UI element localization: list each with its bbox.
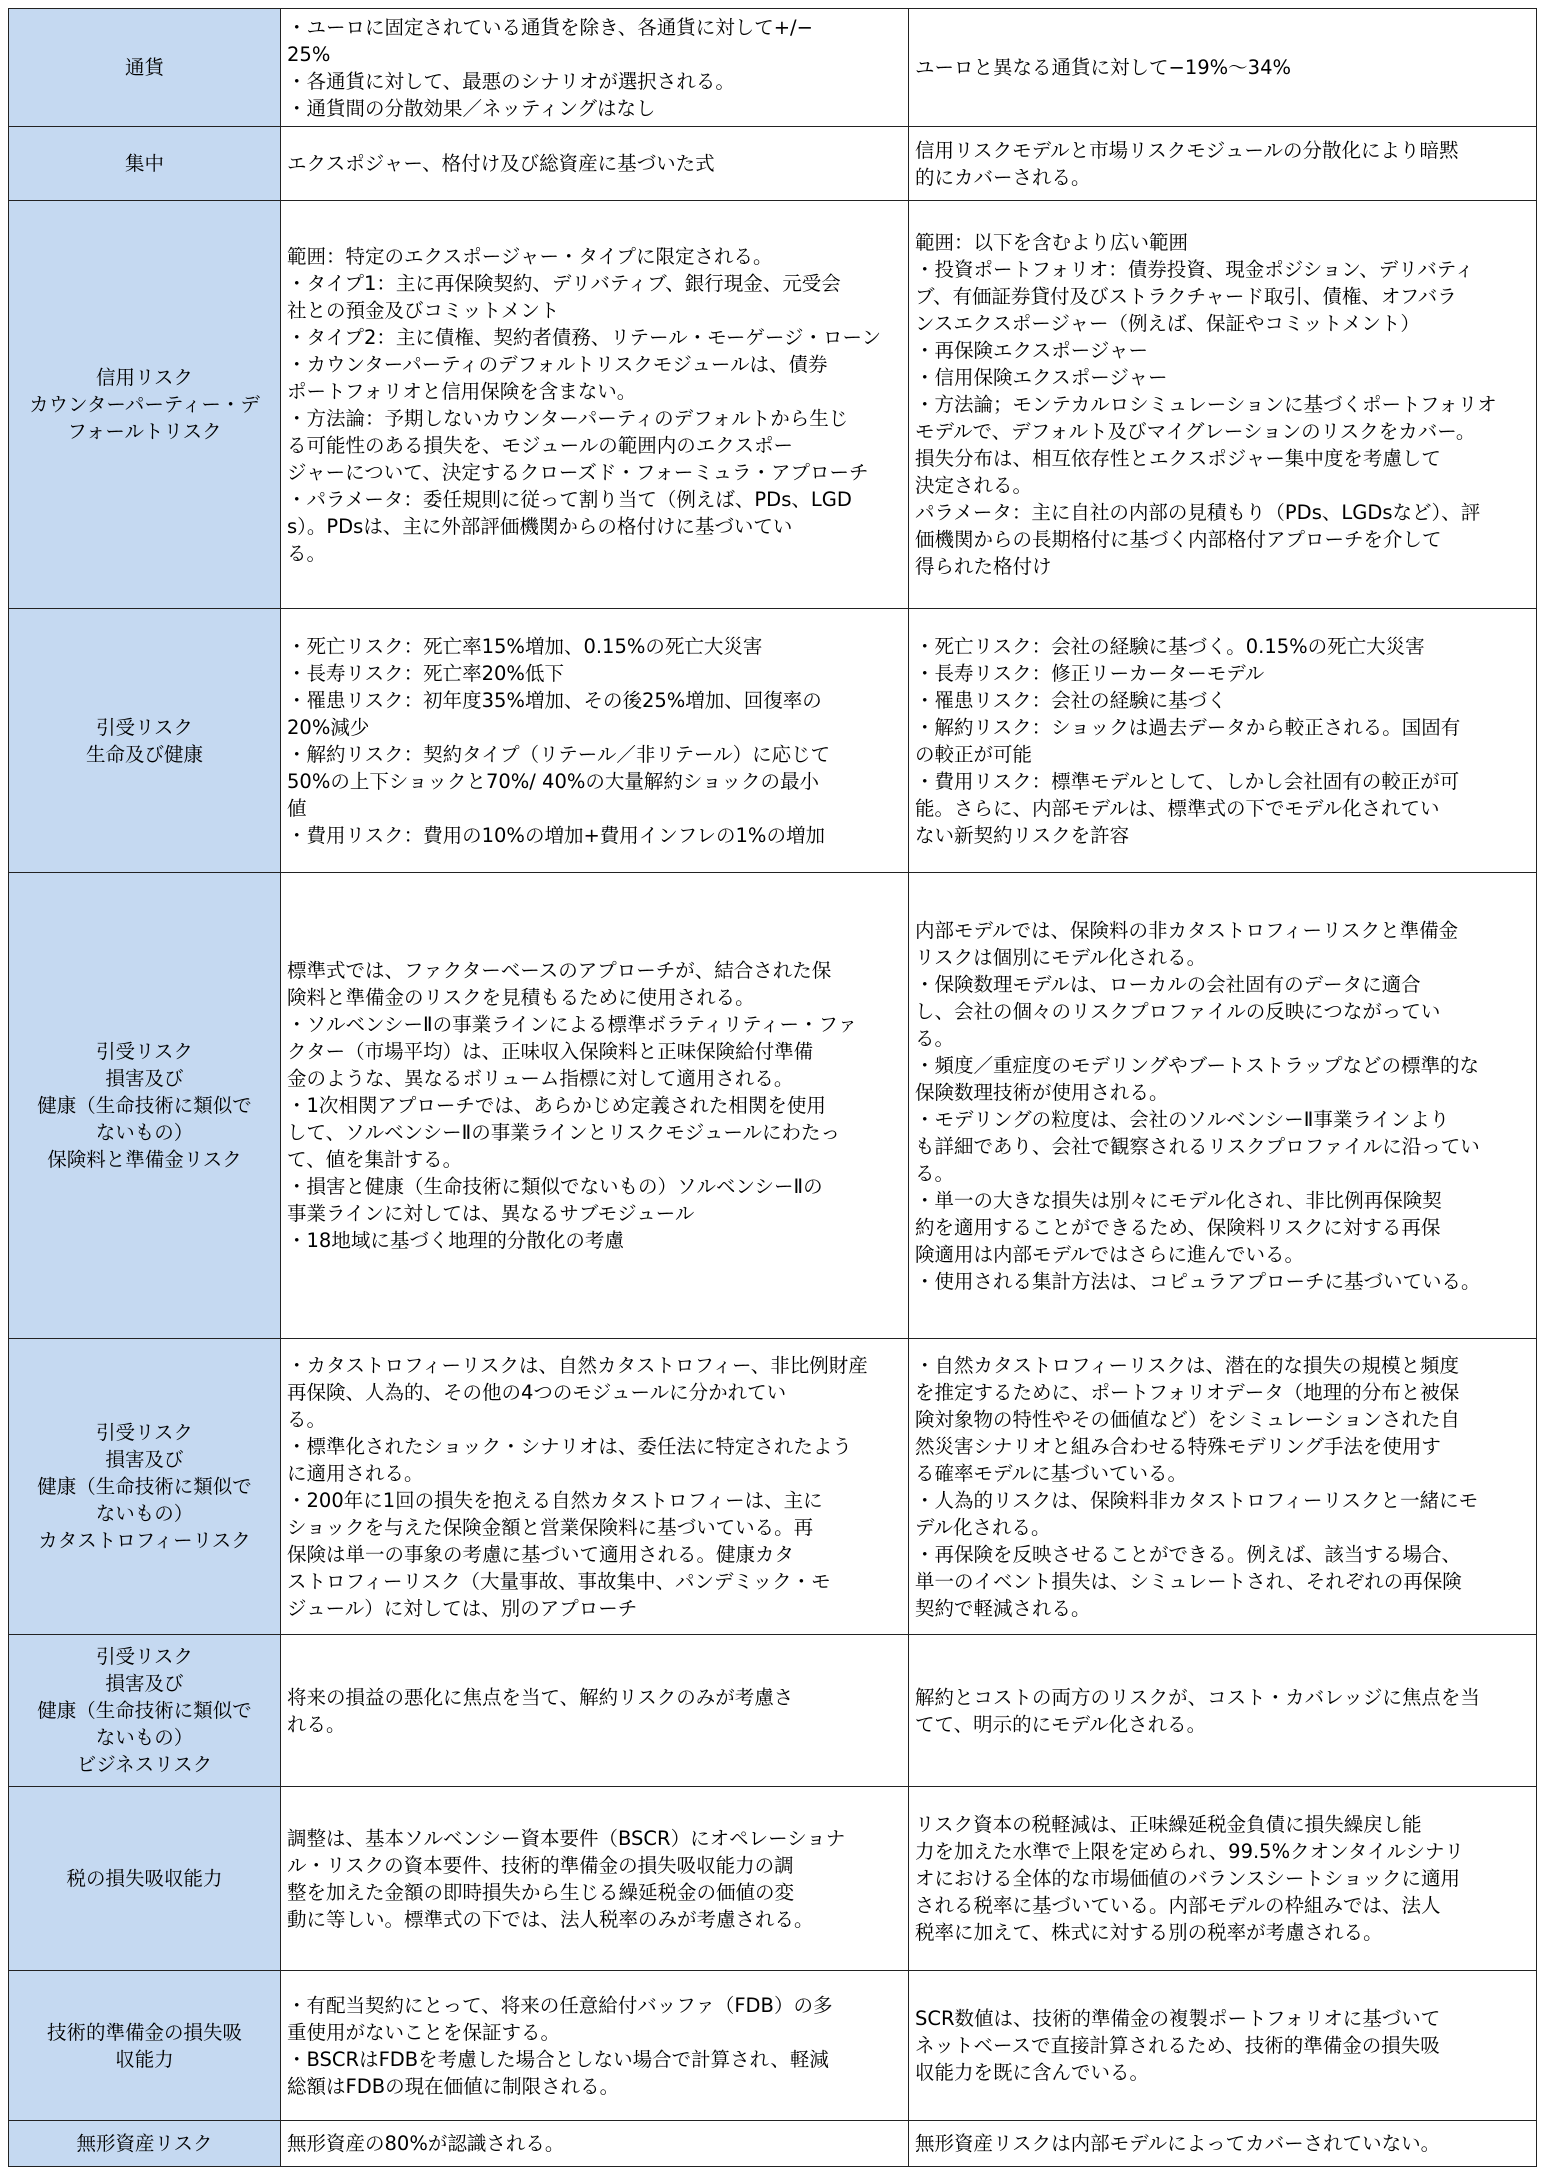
standard-line: 無形資産の80%が認識される。	[287, 2132, 565, 2155]
internal-line: ・人為的リスクは、保険料非カタストロフィーリスクと一緒にモ	[915, 1488, 1479, 1512]
table-row	[9, 201, 1537, 609]
internal-line: ・単一の大きな損失は別々にモデル化され、非比例再保険契	[915, 1188, 1442, 1212]
internal-line: 力を加えた水準で上限を定められ、99.5%クオンタイルシナリ	[915, 1840, 1464, 1863]
standard-line: 50%の上下ショックと70%/ 40%の大量解約ショックの最小	[287, 769, 820, 793]
standard-line: s）。PDsは、主に外部評価機関からの格付けに基づいてい	[287, 514, 793, 538]
row-header-cell	[9, 609, 281, 873]
standard-line: 険料と準備金のリスクを見積もるために使用される。	[287, 986, 755, 1009]
internal-line: る確率モデルに基づいている。	[915, 1461, 1188, 1485]
internal-line: 価機関からの長期格付に基づく内部格付アプローチを介して	[915, 528, 1442, 551]
label-line: 通貨	[124, 56, 164, 79]
internal-line: 能。さらに、内部モデルは、標準式の下でモデル化されてい	[915, 796, 1440, 820]
internal-model-cell	[909, 1971, 1537, 2121]
internal-line: ・保険数理モデルは、ローカルの会社固有のデータに適合	[915, 972, 1421, 996]
label-line: 集中	[124, 152, 164, 175]
standard-line: ・ユーロに固定されている通貨を除き、各通貨に対して+/−	[287, 15, 813, 39]
standard-line: る。	[287, 1407, 327, 1431]
table-row	[9, 1339, 1537, 1635]
internal-line: の較正が可能	[915, 742, 1033, 766]
standard-line: 整を加えた金額の即時損失から生じる繰延税金の価値の変	[287, 1880, 795, 1904]
label-line: 損害及び	[105, 1672, 184, 1695]
standard-line: ショックを与えた保険金額と営業保険料に基づいている。再	[287, 1515, 814, 1539]
standard-formula-cell	[281, 1971, 909, 2121]
standard-line: 25%	[287, 42, 331, 66]
table-row	[9, 2121, 1537, 2167]
internal-line: ない新契約リスクを許容	[915, 823, 1130, 847]
label-line: ないもの）	[95, 1502, 194, 1525]
label-line: 健康（生命技術に類似で	[37, 1475, 252, 1498]
row-header-cell	[9, 201, 281, 609]
standard-line: ・タイプ2：主に債権、契約者債務、リテール・モーゲージ・ローン	[287, 325, 882, 349]
standard-line: ポートフォリオと信用保険を含まない。	[287, 379, 637, 403]
row-header-cell	[9, 1971, 281, 2121]
internal-model-cell	[909, 1339, 1537, 1635]
internal-line: ・使用される集計方法は、コピュラアプローチに基づいている。	[915, 1269, 1481, 1293]
standard-line: して、ソルベンシーⅡの事業ラインとリスクモジュールにわたっ	[287, 1121, 840, 1144]
internal-line: 解約とコストの両方のリスクが、コスト・カバレッジに焦点を当	[915, 1685, 1480, 1709]
internal-line: 保険数理技術が使用される。	[915, 1080, 1169, 1104]
label-line: 無形資産リスク	[76, 2132, 213, 2155]
internal-line: 内部モデルでは、保険料の非カタストロフィーリスクと準備金	[915, 918, 1459, 942]
internal-line: ブ、有価証券貸付及びストラクチャード取引、債権、オフバラ	[915, 285, 1457, 308]
standard-line: 再保険、人為的、その他の4つのモジュールに分かれてい	[287, 1380, 787, 1404]
standard-line: ・カタストロフィーリスクは、自然カタストロフィー、非比例財産	[287, 1353, 868, 1377]
table-row	[9, 1787, 1537, 1971]
label-line: 収能力	[115, 2047, 174, 2071]
row-header-cell	[9, 2121, 281, 2167]
internal-line: ユーロと異なる通貨に対して−19%〜34%	[915, 56, 1292, 79]
label-line: 税の損失吸収能力	[66, 1867, 223, 1890]
standard-formula-cell	[281, 201, 909, 609]
label-line: 技術的準備金の損失吸	[46, 2020, 242, 2044]
internal-line: 信用リスクモデルと市場リスクモジュールの分散化により暗黙	[915, 138, 1459, 162]
table-row	[9, 127, 1537, 201]
standard-formula-cell	[281, 873, 909, 1339]
row-header-cell	[9, 1339, 281, 1635]
standard-formula-cell	[281, 127, 909, 201]
standard-line: に適用される。	[287, 1461, 424, 1485]
internal-line: を推定するために、ポートフォリオデータ（地理的分布と被保	[915, 1380, 1460, 1404]
internal-line: ・自然カタストロフィーリスクは、潜在的な損失の規模と頻度	[915, 1353, 1460, 1377]
label-line: フォールトリスク	[67, 420, 222, 443]
standard-formula-cell	[281, 9, 909, 127]
internal-model-cell	[909, 609, 1537, 873]
internal-line: ・費用リスク：標準モデルとして、しかし会社固有の較正が可	[915, 769, 1460, 793]
label-line: 保険料と準備金リスク	[47, 1148, 242, 1171]
label-line: 信用リスク	[95, 366, 194, 389]
standard-line: る。	[287, 541, 327, 565]
standard-line: ・18地域に基づく地理的分散化の考慮	[287, 1229, 624, 1252]
internal-line: ネットベースで直接計算されるため、技術的準備金の損失吸	[915, 2034, 1440, 2057]
internal-line: ・解約リスク：ショックは過去データから較正される。国固有	[915, 715, 1461, 739]
internal-line: 単一のイベント損失は、シミュレートされ、それぞれの再保険	[915, 1569, 1462, 1593]
internal-line: 約を適用することができるため、保険料リスクに対する再保	[915, 1215, 1441, 1239]
table-body	[9, 9, 1537, 2167]
standard-line: ・パラメータ：委任規則に従って割り当て（例えば、PDs、LGD	[287, 487, 852, 511]
internal-model-cell	[909, 1787, 1537, 1971]
internal-line: 契約で軽減される。	[915, 1596, 1091, 1620]
internal-line: 然災害シナリオと組み合わせる特殊モデリング手法を使用す	[915, 1434, 1441, 1458]
standard-line: ストロフィーリスク（大量事故、事故集中、パンデミック・モ	[287, 1569, 831, 1593]
internal-line: 範囲：以下を含むより広い範囲	[915, 231, 1189, 254]
internal-line: 損失分布は、相互依存性とエクスポジャー集中度を考慮して	[915, 447, 1441, 470]
standard-line: ・ソルベンシーⅡの事業ラインによる標準ボラティリティー・ファ	[287, 1013, 858, 1036]
standard-line: ・長寿リスク：死亡率20%低下	[287, 661, 564, 685]
internal-line: オにおける全体的な市場価値のバランスシートショックに適用	[915, 1867, 1461, 1890]
standard-line: ル・リスクの資本要件、技術的準備金の損失吸収能力の調	[287, 1853, 794, 1877]
internal-line: される税率に基づいている。内部モデルの枠組みでは、法人	[915, 1894, 1441, 1917]
label-line: 損害及び	[105, 1067, 184, 1090]
internal-line: パラメータ：主に自社の内部の見積もり（PDs、LGDsなど）、評	[915, 501, 1481, 524]
label-line: 引受リスク	[95, 1421, 194, 1444]
internal-line: ・再保険エクスポージャー	[915, 339, 1149, 362]
label-line: カウンターパーティー・デ	[29, 393, 260, 416]
internal-line: ・投資ポートフォリオ：債券投資、現金ポジション、デリバティ	[915, 258, 1475, 281]
table-row	[9, 609, 1537, 873]
internal-line: ・モデリングの粒度は、会社のソルベンシーⅡ事業ラインより	[915, 1107, 1450, 1131]
internal-model-cell	[909, 873, 1537, 1339]
internal-line: る。	[915, 1161, 955, 1185]
standard-line: ・費用リスク：費用の10%の増加+費用インフレの1%の増加	[287, 823, 825, 847]
label-line: ないもの）	[95, 1121, 194, 1144]
standard-line: 動に等しい。標準式の下では、法人税率のみが考慮される。	[287, 1907, 814, 1931]
standard-line: ・タイプ1：主に再保険契約、デリバティブ、銀行現金、元受会	[287, 271, 841, 295]
standard-line: て、値を集計する。	[287, 1148, 463, 1171]
standard-line: 範囲：特定のエクスポージャー・タイプに限定される。	[287, 244, 773, 268]
label-line: 健康（生命技術に類似で	[37, 1094, 252, 1117]
internal-model-cell	[909, 2121, 1537, 2167]
standard-formula-cell	[281, 1635, 909, 1787]
internal-line: し、会社の個々のリスクプロファイルの反映につながってい	[915, 999, 1441, 1023]
standard-line: ・1次相関アプローチでは、あらかじめ定義された相関を使用	[287, 1094, 826, 1117]
row-header-cell	[9, 1635, 281, 1787]
standard-line: ・200年に1回の損失を抱える自然カタストロフィーは、主に	[287, 1488, 823, 1512]
internal-model-cell	[909, 1635, 1537, 1787]
internal-line: てて、明示的にモデル化される。	[915, 1712, 1207, 1736]
label-line: カタストロフィーリスク	[38, 1529, 251, 1552]
standard-line: 標準式では、ファクターベースのアプローチが、結合された保	[287, 959, 832, 982]
label-line: 引受リスク	[95, 1040, 194, 1063]
row-header-cell	[9, 127, 281, 201]
internal-line: 険適用は内部モデルではさらに進んでいる。	[915, 1242, 1305, 1266]
label-line: 引受リスク	[95, 1645, 194, 1668]
standard-line: ・有配当契約にとって、将来の任意給付バッファ（FDB）の多	[287, 1993, 833, 2017]
standard-line: ・解約リスク：契約タイプ（リテール／非リテール）に応じて	[287, 742, 831, 766]
standard-formula-cell	[281, 1787, 909, 1971]
standard-line: ジャーについて、決定するクローズド・フォーミュラ・アプローチ	[287, 460, 869, 484]
standard-line: 将来の損益の悪化に焦点を当て、解約リスクのみが考慮さ	[287, 1685, 794, 1709]
internal-model-cell	[909, 201, 1537, 609]
standard-line: ・カウンターパーティのデフォルトリスクモジュールは、債券	[287, 352, 828, 376]
standard-line: れる。	[287, 1712, 346, 1736]
internal-line: 得られた格付け	[915, 555, 1052, 578]
standard-line: 値	[287, 796, 307, 820]
standard-line: る可能性のある損失を、モジュールの範囲内のエクスポー	[287, 433, 794, 457]
internal-line: 険対象物の特性やその価値など）をシミュレーションされた自	[915, 1407, 1460, 1431]
internal-line: 収能力を既に含んでいる。	[915, 2061, 1150, 2084]
standard-line: 金のような、異なるボリューム指標に対して適用される。	[287, 1067, 794, 1090]
row-header-cell	[9, 9, 281, 127]
row-header-cell	[9, 1787, 281, 1971]
internal-line: 決定される。	[915, 474, 1033, 497]
comparison-table	[8, 8, 1537, 2167]
internal-line: 無形資産リスクは内部モデルによってカバーされていない。	[915, 2132, 1441, 2155]
internal-line: る。	[915, 1026, 955, 1050]
internal-line: も詳細であり、会社で観察されるリスクプロファイルに沿ってい	[915, 1134, 1480, 1158]
internal-model-cell	[909, 9, 1537, 127]
internal-line: ・方法論；モンテカルロシミュレーションに基づくポートフォリオ	[915, 393, 1497, 416]
label-line: 引受リスク	[95, 715, 194, 739]
internal-line: デル化される。	[915, 1515, 1051, 1539]
standard-line: クター（市場平均）は、正味収入保険料と正味保険給付準備	[287, 1040, 814, 1063]
standard-line: ・BSCRはFDBを考慮した場合としない場合で計算され、軽減	[287, 2047, 829, 2071]
table-row	[9, 1635, 1537, 1787]
internal-line: リスクは個別にモデル化される。	[915, 945, 1207, 969]
row-header-cell	[9, 873, 281, 1339]
standard-line: 20%減少	[287, 715, 370, 739]
table-row	[9, 9, 1537, 127]
standard-line: 総額はFDBの現在価値に制限される。	[287, 2074, 620, 2098]
standard-line: ・各通貨に対して、最悪のシナリオが選択される。	[287, 69, 735, 93]
table-row	[9, 873, 1537, 1339]
internal-line: モデルで、デフォルト及びマイグレーションのリスクをカバー。	[915, 420, 1476, 443]
standard-line: 事業ラインに対しては、異なるサブモジュール	[287, 1202, 695, 1225]
standard-line: ・損害と健康（生命技術に類似でないもの）ソルベンシーⅡの	[287, 1175, 823, 1198]
standard-line: 重使用がないことを保証する。	[287, 2020, 561, 2044]
label-line: 生命及び健康	[85, 742, 203, 766]
standard-line: ジュール）に対しては、別のアプローチ	[287, 1596, 638, 1620]
internal-line: ンスエクスポージャー（例えば、保証やコミットメント）	[915, 312, 1420, 335]
internal-line: ・再保険を反映させることができる。例えば、該当する場合、	[915, 1542, 1462, 1566]
internal-line: 的にカバーされる。	[915, 165, 1091, 189]
internal-line: ・罹患リスク：会社の経験に基づく	[915, 688, 1227, 712]
internal-line: ・頻度／重症度のモデリングやブートストラップなどの標準的な	[915, 1053, 1479, 1077]
standard-line: エクスポジャー、格付け及び総資産に基づいた式	[287, 152, 715, 175]
standard-line: 社との預金及びコミットメント	[287, 298, 560, 322]
label-line: ないもの）	[95, 1726, 194, 1749]
standard-line: 保険は単一の事象の考慮に基づいて適用される。健康カタ	[287, 1542, 795, 1566]
internal-line: リスク資本の税軽減は、正味繰延税金負債に損失繰戻し能	[915, 1813, 1422, 1836]
standard-formula-cell	[281, 2121, 909, 2167]
internal-line: SCR数値は、技術的準備金の複製ポートフォリオに基づいて	[915, 2007, 1441, 2030]
label-line: 損害及び	[105, 1448, 184, 1471]
comparison-table-page	[8, 8, 1536, 2167]
standard-line: ・標準化されたショック・シナリオは、委任法に特定されたよう	[287, 1434, 852, 1458]
internal-line: 税率に加えて、株式に対する別の税率が考慮される。	[915, 1921, 1383, 1944]
internal-model-cell	[909, 127, 1537, 201]
standard-line: ・罹患リスク：初年度35%増加、その後25%増加、回復率の	[287, 688, 822, 712]
internal-line: ・長寿リスク：修正リーカーターモデル	[915, 661, 1265, 685]
label-line: ビジネスリスク	[76, 1753, 213, 1776]
table-row	[9, 1971, 1537, 2121]
standard-formula-cell	[281, 609, 909, 873]
standard-line: ・死亡リスク：死亡率15%増加、0.15%の死亡大災害	[287, 634, 763, 658]
internal-line: ・信用保険エクスポージャー	[915, 366, 1168, 389]
standard-formula-cell	[281, 1339, 909, 1635]
standard-line: 調整は、基本ソルベンシー資本要件（BSCR）にオペレーショナ	[287, 1826, 846, 1850]
label-line: 健康（生命技術に類似で	[37, 1699, 252, 1722]
standard-line: ・通貨間の分散効果／ネッティングはなし	[287, 96, 656, 120]
standard-line: ・方法論：予期しないカウンターパーティのデフォルトから生じ	[287, 406, 849, 430]
internal-line: ・死亡リスク：会社の経験に基づく。0.15%の死亡大災害	[915, 634, 1425, 658]
